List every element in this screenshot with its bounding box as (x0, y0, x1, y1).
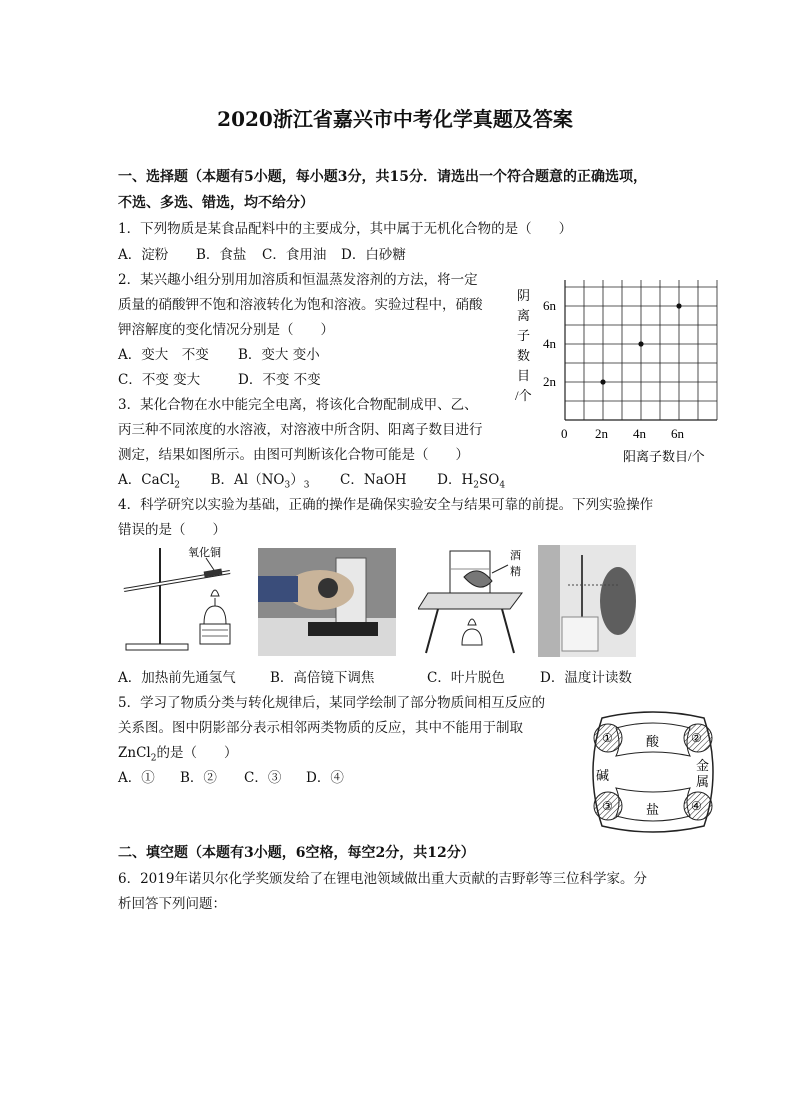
sleeve (258, 576, 298, 602)
flame (211, 590, 219, 596)
chart-grid (565, 280, 717, 420)
label-metal-1: 金 (696, 758, 710, 773)
q1-option-b: B．食盐 (196, 247, 247, 263)
fig-a-apparatus (118, 540, 248, 660)
label-n2: ② (691, 731, 702, 745)
fig-c-label-2: 精 (510, 566, 521, 578)
stand-base (126, 644, 188, 650)
q3-option-a: A．CaCl$_2$ (118, 472, 181, 491)
alcohol-lamp (204, 606, 226, 624)
q3-option-c: C．NaOH (340, 472, 407, 488)
ylabel-char-3: 子 (517, 328, 531, 343)
data-point (676, 303, 681, 308)
fig-b-microscope-photo (258, 548, 396, 656)
label-n4: ④ (691, 799, 702, 813)
focus-knob (318, 578, 338, 598)
label-metal-2: 属 (696, 774, 710, 789)
ion-count-chart (505, 280, 735, 470)
chart-xlabel: 阳离子数目/个 (623, 449, 705, 464)
fig-c-leaf-decolor (418, 545, 530, 660)
q2-option-b: B．变大 变小 (238, 347, 320, 363)
microscope-stage (308, 622, 378, 636)
q4-option-a: A．加热前先通氢气 (118, 670, 236, 686)
q4-stem-line1: 4．科学研究以实验为基础，正确的操作是确保实验安全与结果可靠的前提。下列实验操作 (118, 497, 654, 513)
q4-stem-line2: 错误的是（ ） (118, 522, 226, 538)
q5-option-d: D．④ (306, 770, 344, 786)
q4-option-d: D．温度计读数 (540, 670, 632, 686)
q2-stem-line2: 质量的硝酸钾不饱和溶液转化为饱和溶液。实验过程中，硝酸 (118, 297, 483, 313)
q2-stem-line1: 2．某兴趣小组分别用加溶质和恒温蒸发溶剂的方法，将一定 (118, 272, 478, 288)
chart-ylabel (515, 288, 532, 403)
q1-stem: 1．下列物质是某食品配料中的主要成分，其中属于无机化合物的是（ ） (118, 221, 573, 237)
tripod-leg-left (426, 609, 438, 653)
q5-option-b: B．② (180, 770, 217, 786)
label-n1: ① (602, 731, 613, 745)
q3-option-b: B．$Al(NO_3)_3$ (210, 472, 310, 491)
ylabel-char-2: 离 (517, 308, 531, 323)
q5-stem-line2: 关系图。图中阴影部分表示相邻两类物质的反应，其中不能用于制取 (118, 720, 523, 736)
label-n3: ③ (602, 799, 613, 813)
q1-option-c: C．食用油 (262, 247, 327, 263)
page-title: 2020浙江省嘉兴市中考化学真题及答案 (217, 107, 573, 131)
q1-option-d: D．白砂糖 (341, 247, 406, 263)
q5-stem-line3: ZnCl$_2$的是（ ） (118, 745, 238, 764)
ylabel-char-6: /个 (515, 388, 532, 403)
fig-d-thermometer-photo (538, 545, 636, 657)
q3-option-d: D．$H_2SO_4$ (437, 472, 506, 491)
y-tick-label: 2n (543, 374, 556, 389)
ylabel-char-5: 目 (517, 368, 531, 383)
x-tick-label: 6n (671, 426, 684, 441)
section1-heading-line2: 不选、多选、错选，均不给分） (118, 195, 314, 211)
label-base: 碱 (596, 768, 610, 783)
ylabel-char-4: 数 (517, 348, 531, 363)
data-point (600, 379, 605, 384)
section2-heading: 二、填空题（本题有3小题，6空格，每空2分，共12分） (118, 845, 475, 861)
x-tick-label: 2n (595, 426, 608, 441)
flask (562, 617, 598, 651)
y-tick-label: 6n (543, 298, 556, 313)
x-tick-label: 4n (633, 426, 646, 441)
q1-option-a: A．淀粉 (118, 247, 169, 263)
data-point (638, 341, 643, 346)
wire-gauze (418, 593, 522, 609)
q2-option-a: A．变大 不变 (118, 347, 209, 363)
y-tick-label: 4n (543, 336, 556, 351)
q3-stem-line2: 丙三种不同浓度的水溶液，对溶液中所含阴、阳离子数目进行 (118, 422, 483, 438)
q2-option-d: D．不变 不变 (238, 372, 321, 388)
q2-option-c: C．不变 变大 (118, 372, 201, 388)
q3-options (118, 468, 505, 491)
q5-option-c: C．③ (244, 770, 282, 786)
q3-stem-line1: 3．某化合物在水中能完全电离，将该化合物配制成甲、乙、 (118, 397, 478, 413)
q6-line2: 析回答下列问题： (118, 896, 226, 912)
x-tick-label: 0 (561, 426, 568, 441)
person-head (600, 567, 636, 635)
ylabel-char-1: 阴 (517, 288, 531, 303)
q2-stem-line3: 钾溶解度的变化情况分别是（ ） (118, 322, 334, 338)
section1-heading-line1: 一、选择题（本题有5小题，每小题3分，共15分．请选出一个符合题意的正确选项， (118, 169, 647, 185)
label-salt: 盐 (646, 802, 660, 817)
q4-option-c: C．叶片脱色 (427, 670, 505, 686)
q5-option-a: A．① (118, 770, 155, 786)
fig-c-label-1: 酒 (510, 550, 521, 562)
label-acid: 酸 (646, 734, 660, 749)
q6-line1: 6．2019年诺贝尔化学奖颁发给了在锂电池领域做出重大贡献的吉野彰等三位科学家。分 (118, 871, 647, 887)
tripod-leg-right (502, 609, 514, 653)
block-stand (200, 624, 230, 644)
q5-reaction-diagram (582, 708, 724, 836)
q4-option-b: B．高倍镜下调焦 (270, 670, 375, 686)
alcohol-lamp-c (462, 629, 482, 645)
fig-a-label: 氧化铜 (188, 547, 221, 559)
q3-stem-line3: 测定，结果如图所示。由图可判断该化合物可能是（ ） (118, 447, 469, 463)
q5-stem-line1: 5．学习了物质分类与转化规律后，某同学绘制了部分物质间相互反应的 (118, 695, 546, 711)
